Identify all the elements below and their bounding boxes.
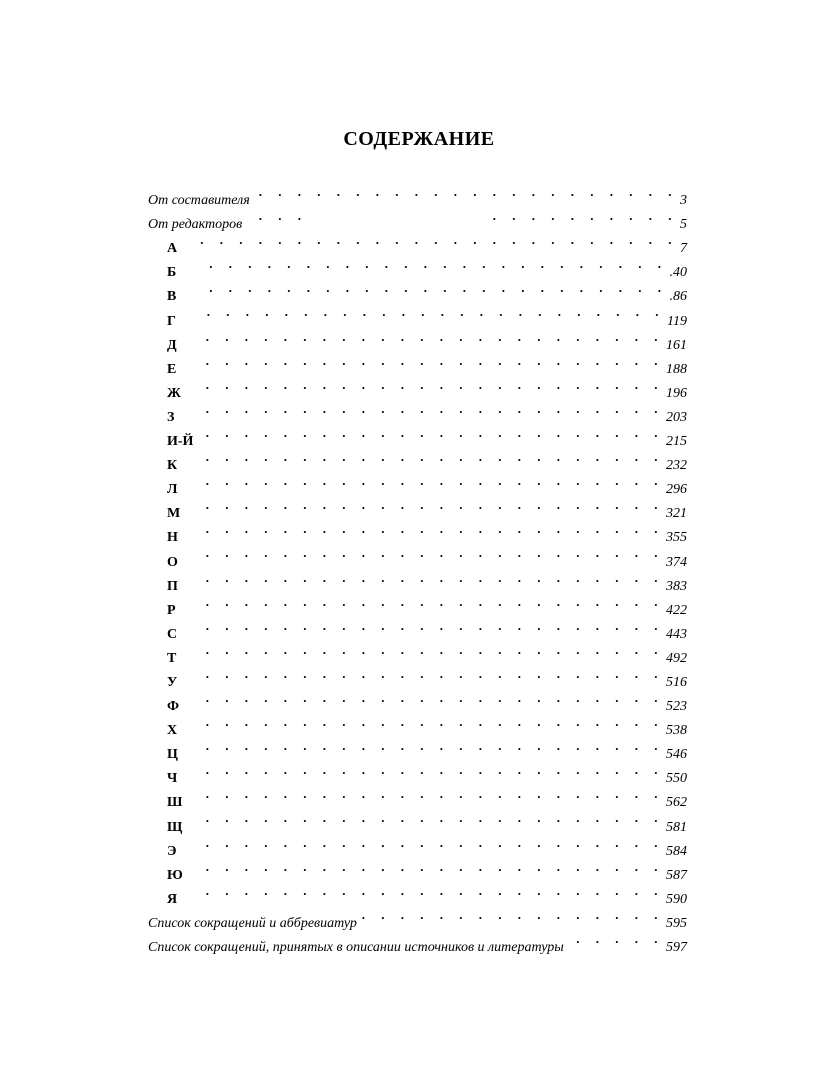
- dot-leader: [197, 782, 664, 806]
- toc-entry[interactable]: [148, 252, 687, 281]
- toc-entry[interactable]: [148, 879, 687, 907]
- toc-entry-page-number: 538: [666, 723, 687, 739]
- dot-leader: [197, 686, 664, 710]
- toc-entry[interactable]: [148, 300, 687, 329]
- toc-entry-label: Ц: [167, 747, 178, 763]
- toc-entry-label: И-Й: [167, 434, 194, 450]
- toc-entry-label: Список сокращений и аббревиатур: [148, 915, 357, 931]
- toc-entry[interactable]: [148, 325, 687, 353]
- toc-entry-label: М: [167, 506, 181, 522]
- toc-entry-label: Н: [167, 530, 178, 546]
- toc-entry-label: Щ: [167, 819, 183, 835]
- toc-entry-label: К: [167, 458, 178, 474]
- dot-leader: [197, 541, 664, 565]
- toc-entry-page-number: 161: [666, 337, 687, 353]
- toc-entry-page-number: 492: [666, 650, 687, 666]
- dot-leader: [197, 638, 664, 662]
- toc-entry-page-number: 203: [666, 409, 687, 425]
- toc-entry-page-number: 215: [666, 434, 687, 450]
- toc-entry-label: Ю: [167, 867, 183, 883]
- toc-entry[interactable]: [148, 662, 687, 690]
- toc-entry-label: От редакторов: [148, 217, 243, 233]
- dot-leader: [197, 397, 664, 421]
- toc-entry-label: Т: [167, 650, 177, 666]
- toc-entry[interactable]: [148, 228, 687, 257]
- dot-leader: [197, 566, 664, 590]
- dot-leader: [197, 662, 664, 686]
- toc-entry-page-number: 3: [680, 193, 687, 209]
- toc-entry-page-number: .40: [669, 265, 687, 281]
- toc-entry-page-number: 443: [666, 626, 687, 642]
- dot-leader: [197, 421, 664, 445]
- toc-entry-page-number: .86: [669, 289, 687, 305]
- toc-entry-page-number: 321: [666, 506, 687, 522]
- toc-entry[interactable]: [148, 614, 687, 642]
- toc-entry-label: Д: [167, 337, 177, 353]
- toc-entry-label: Ч: [167, 771, 178, 787]
- dot-leader: [197, 831, 664, 855]
- toc-entry-page-number: 587: [666, 867, 687, 883]
- dot-leader: [197, 349, 664, 373]
- dot-leader: [197, 614, 664, 638]
- dot-leader: [197, 734, 664, 758]
- dot-leader: [197, 879, 664, 903]
- toc-entry-page-number: 374: [666, 554, 687, 570]
- toc-entry[interactable]: [148, 180, 687, 209]
- dot-leader: [246, 204, 678, 228]
- toc-entry-label: Р: [167, 602, 176, 618]
- toc-entry-label: Л: [167, 482, 178, 498]
- toc-entry-label: О: [167, 554, 178, 570]
- toc-entry[interactable]: [148, 831, 687, 859]
- toc-entry-page-number: 232: [666, 458, 687, 474]
- dot-leader: [197, 276, 668, 300]
- toc-entry-label: У: [167, 674, 178, 690]
- toc-entry-page-number: 5: [680, 217, 687, 233]
- toc-entry[interactable]: [148, 782, 687, 811]
- toc-entry-label: От составителя: [148, 193, 250, 209]
- toc-entry-page-number: 595: [666, 915, 687, 931]
- toc-entry[interactable]: [148, 710, 687, 739]
- dot-leader: [197, 493, 664, 517]
- dot-leader: [197, 445, 664, 469]
- toc-entry-label: П: [167, 578, 178, 594]
- toc-entry[interactable]: [148, 421, 687, 450]
- dot-leader: [361, 903, 664, 927]
- toc-entry[interactable]: [148, 541, 687, 570]
- page-title: СОДЕРЖАНИЕ: [343, 128, 495, 150]
- toc-entry[interactable]: [148, 349, 687, 377]
- dot-leader: [197, 806, 664, 830]
- toc-entry[interactable]: [148, 493, 687, 522]
- toc-entry-label: С: [167, 626, 178, 642]
- dot-leader: [197, 228, 678, 252]
- toc-entry[interactable]: [148, 373, 687, 401]
- toc-entry-page-number: 7: [680, 241, 687, 257]
- toc-entry-label: З: [167, 409, 175, 425]
- toc-entry-label: В: [167, 289, 177, 305]
- table-of-contents: [148, 180, 687, 955]
- toc-entry-page-number: 581: [666, 819, 687, 835]
- toc-entry-page-number: 296: [666, 482, 687, 498]
- toc-entry-label: Я: [167, 891, 178, 907]
- toc-entry-label: Ж: [167, 385, 181, 401]
- toc-entry-page-number: 546: [666, 747, 687, 763]
- toc-entry-page-number: 516: [666, 674, 687, 690]
- toc-entry-page-number: 196: [666, 385, 687, 401]
- toc-entry[interactable]: [148, 590, 687, 618]
- toc-entry-label: А: [167, 241, 178, 257]
- dot-leader: [197, 855, 664, 879]
- toc-entry-page-number: 422: [666, 602, 687, 618]
- toc-entry[interactable]: [148, 806, 687, 835]
- toc-entry-page-number: 523: [666, 699, 687, 715]
- toc-entry[interactable]: [148, 469, 687, 498]
- toc-entry-label: Ф: [167, 699, 180, 715]
- dot-leader: [197, 252, 668, 276]
- toc-entry-label: Список сокращений, принятых в описании источников и литературы: [148, 940, 564, 955]
- dot-leader: [197, 590, 664, 614]
- toc-entry[interactable]: [148, 903, 687, 931]
- toc-entry-page-number: 355: [666, 530, 687, 546]
- toc-entry[interactable]: [148, 517, 687, 546]
- toc-entry-page-number: 550: [666, 771, 687, 787]
- toc-entry-page-number: 590: [666, 891, 687, 907]
- toc-entry-label: Ш: [167, 795, 183, 811]
- toc-entry-page-number: 562: [666, 795, 687, 811]
- dot-leader: [197, 373, 664, 397]
- dot-leader: [197, 469, 664, 493]
- toc-entry-page-number: 584: [666, 843, 687, 859]
- toc-entry-label: Б: [167, 265, 177, 281]
- toc-entry[interactable]: [148, 445, 687, 474]
- toc-entry[interactable]: [148, 734, 687, 763]
- toc-entry-label: Г: [167, 313, 176, 329]
- dot-leader: [197, 517, 664, 541]
- dot-leader: [254, 180, 678, 204]
- dot-leader: [197, 300, 665, 324]
- dot-leader-gap: [314, 204, 484, 228]
- toc-entry[interactable]: [148, 686, 687, 715]
- toc-entry-label: Э: [167, 843, 177, 859]
- dot-leader: [568, 927, 664, 951]
- toc-entry-label: Е: [167, 361, 177, 377]
- dot-leader: [197, 758, 664, 782]
- toc-entry-page-number: 597: [666, 940, 687, 955]
- dot-leader: [197, 325, 664, 349]
- dot-leader: [197, 710, 664, 734]
- toc-entry[interactable]: [148, 855, 687, 883]
- toc-entry-page-number: 119: [667, 313, 687, 329]
- toc-entry[interactable]: [148, 276, 687, 305]
- toc-entry-label: Х: [167, 723, 178, 739]
- toc-entry-page-number: 188: [666, 361, 687, 377]
- toc-entry[interactable]: [148, 758, 687, 787]
- toc-entry-page-number: 383: [666, 578, 687, 594]
- toc-entry[interactable]: [148, 638, 687, 666]
- toc-entry[interactable]: [148, 566, 687, 594]
- toc-entry[interactable]: [148, 397, 687, 425]
